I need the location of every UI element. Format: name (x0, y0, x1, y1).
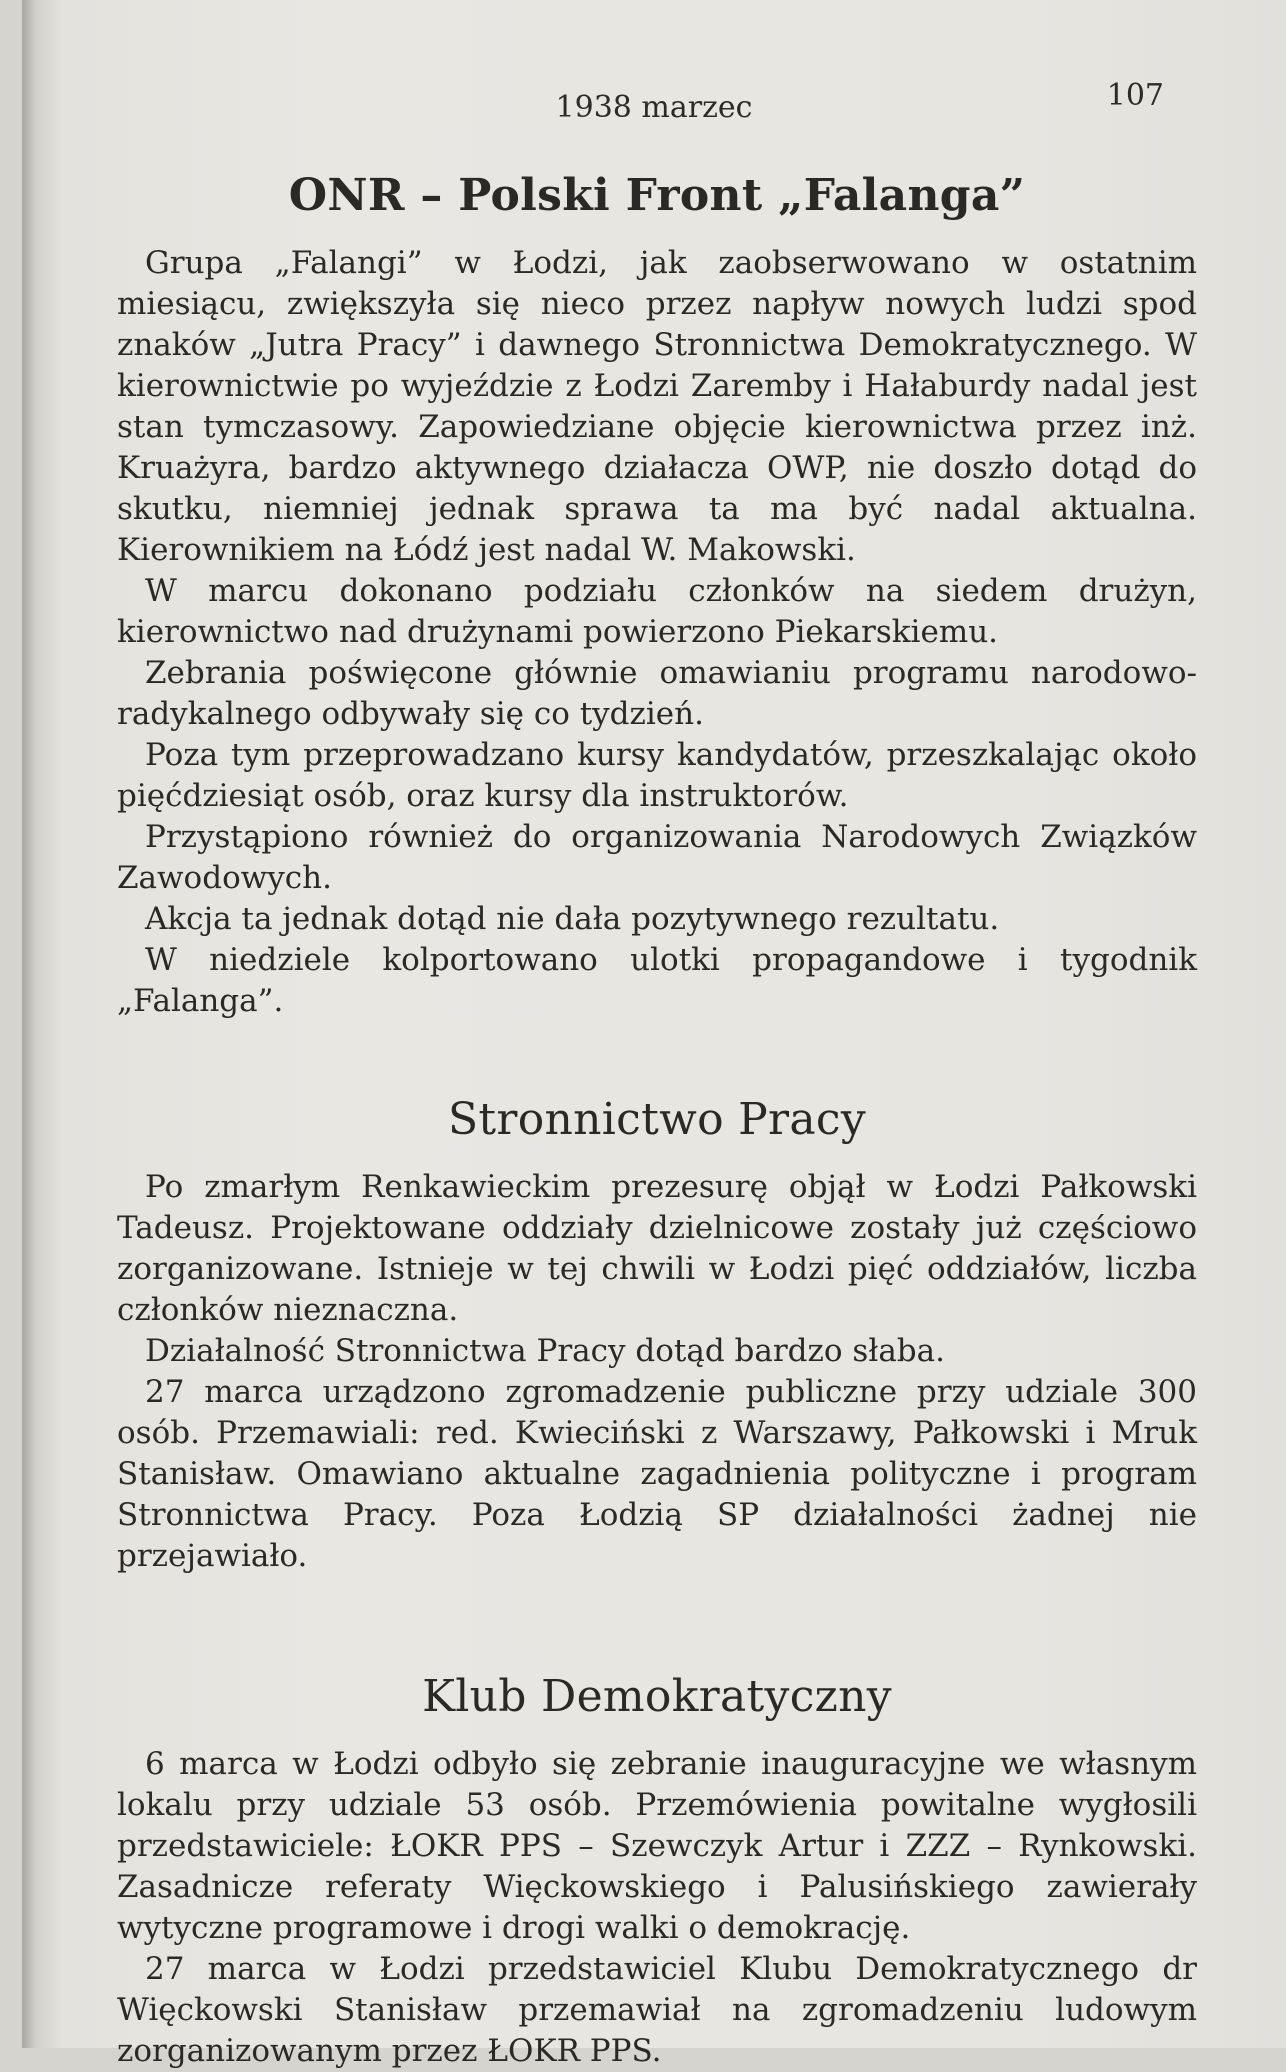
paragraph: W marcu dokonano podziału członków na siedem drużyn, kierownictwo nad drużynami powierzono Piekarskiemu. (117, 573, 1197, 650)
paragraph: Grupa „Falangi” w Łodzi, jak zaobserwowano w ostatnim miesiącu, zwiększyła się nieco przez napływ nowych ludzi spod znaków „Jutra Pracy” i dawnego Stronnictwa Demokratycznego. W kierownictwie po wyjeździe z Łodzi Zaremby i Hałaburdy nadal jest stan tymczasowy. Zapowiedziane objęcie kierownictwa przez inż. Kruażyra, bardzo aktywnego działacza OWP, nie doszło dotąd do skutku, niemniej jednak sprawa ta ma być nadal aktualna. Kierownikiem na Łódź jest nadal W. Makowski. (117, 245, 1197, 568)
paragraph: Zebrania poświęcone głównie omawianiu programu narodowo-radykalnego odbywały się co tydzień. (117, 655, 1197, 732)
section-klub-demokratyczny (117, 1671, 1197, 2072)
page-gutter-edge (22, 0, 36, 2048)
book-page (22, 0, 1286, 2069)
section-title-stronnictwo-pracy: Stronnictwo Pracy (447, 1094, 867, 1145)
paragraph: Poza tym przeprowadzano kursy kandydatów, przeszkalając około pięćdziesiąt osób, oraz kursy dla instruktorów. (117, 737, 1197, 814)
page-number: 107 (1106, 78, 1164, 113)
paragraph: Działalność Stronnictwa Pracy dotąd bardzo słaba. (145, 1333, 945, 1369)
paragraph: Akcja ta jednak dotąd nie dała pozytywnego rezultatu. (145, 901, 1000, 937)
paragraph: W niedziele kolportowano ulotki propagandowe i tygodnik „Falanga”. (117, 942, 1197, 1019)
section-title-klub-demokratyczny: Klub Demokratyczny (422, 1671, 892, 1722)
paragraph: Po zmarłym Renkawieckim prezesurę objął w Łodzi Pałkowski Tadeusz. Projektowane oddziały dzielnicowe zostały już częściowo zorganizowane. Istnieje w tej chwili w Łodzi pięć oddziałów, liczba członków nieznaczna. (117, 1169, 1197, 1328)
section-stronnictwo-pracy (117, 1094, 1197, 1577)
paragraph: 6 marca w Łodzi odbyło się zebranie inauguracyjne we własnym lokalu przy udziale 53 osób. Przemówienia powitalne wygłosili przedstawiciele: ŁOKR PPS – Szewczyk Artur i ZZZ – Rynkowski. Zasadnicze referaty Więckowskiego i Palusińskiego zawierały wytyczne programowe i drogi walki o demokrację. (117, 1746, 1197, 1946)
paragraph: 27 marca urządzono zgromadzenie publiczne przy udziale 300 osób. Przemawiali: red. Kwieciński z Warszawy, Pałkowski i Mruk Stanisław. Omawiano aktualne zagadnienia polityczne i program Stronnictwa Pracy. Poza Łodzią SP działalności żadnej nie przejawiało. (117, 1374, 1197, 1574)
running-head: 1938 marzec (555, 90, 753, 125)
paragraph: 27 marca w Łodzi przedstawiciel Klubu Demokratycznego dr Więckowski Stanisław przemawiał na zgromadzeniu ludowym zorganizowanym przez ŁOKR PPS. (117, 1951, 1197, 2069)
paragraph: Przystąpiono również do organizowania Narodowych Związków Zawodowych. (117, 819, 1197, 896)
section-title-onr: ONR – Polski Front „Falanga” (288, 170, 1026, 221)
page-content (117, 160, 1197, 2072)
section-onr (117, 170, 1197, 1022)
